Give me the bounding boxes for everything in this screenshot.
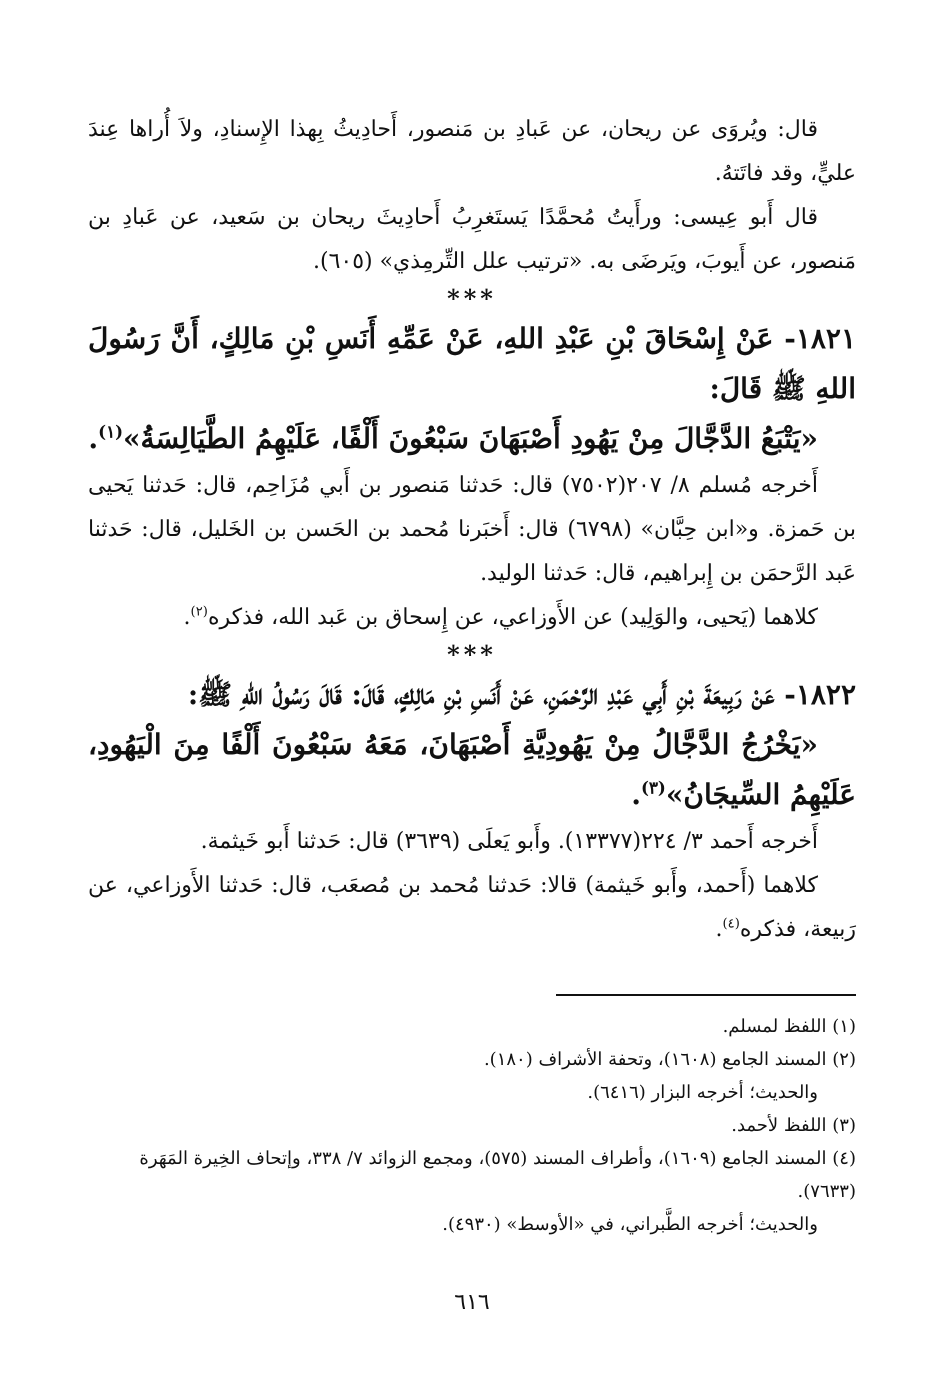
hadith-1821-takhrij: أَخرجه مُسلم ٨/ ٢٠٧(٧٥٠٢) قال: حَدثنا مَنصور بن أَبي مُزَاحِم، قال: حَدثنا يَحيى بن حَمزة. و«ابن حِبَّان» (٦٧٩٨) قال: أَخبَرنا مُحمد بن الحَسن بن الخَليل، قال: حَدثنا عَبد الرَّحمَن بن إِبراهيم، قال: حَدثنا الوليد.	[88, 473, 856, 586]
hadith-1822-takhrij: أَخرجه أَحمد ٣/ ٢٢٤(١٣٣٧٧). وأَبو يَعلَى (٣٦٣٩) قال: حَدثنا أَبو خَيثمة.	[200, 829, 818, 854]
footnote-ref-3: (٣)	[640, 777, 666, 798]
hadith-1822-matn-text: «يَخْرُجُ الدَّجَّالُ مِنْ يَهُودِيَّةِ أَصْبَهَانَ، مَعَهُ سَبْعُونَ أَلْفًا مِنَ الْيَهُودِ، عَلَيْهِمُ السِّيجَانُ»	[88, 728, 856, 811]
hadith-1821-matn: «يَتْبَعُ الدَّجَّالَ مِنْ يَهُودِ أَصْبَهَانَ سَبْعُونَ أَلْفًا، عَلَيْهِمُ الطَّيَالِسَةُ»$^{(١)}$.	[88, 421, 818, 455]
section-separator: ***	[447, 284, 497, 313]
hadith-1822-matn: «يَخْرُجُ الدَّجَّالُ مِنْ يَهُودِيَّةِ أَصْبَهَانَ، مَعَهُ سَبْعُونَ أَلْفًا مِنَ الْيَهُودِ، عَلَيْهِمُ السِّيجَانُ»$^{(٣)}$.	[88, 728, 856, 811]
section-separator: ***	[447, 640, 497, 669]
footnote-ref-2: (٢)	[190, 604, 208, 620]
footnote-ref-1: (١)	[98, 421, 124, 442]
footnote-divider	[556, 994, 856, 996]
footnote-1: (١) اللفظ لمسلم.	[722, 1016, 856, 1037]
hadith-1821-heading: ١٨٢١- عَنْ إِسْحَاقَ بْنِ عَبْدِ اللهِ، عَنْ عَمِّهِ أَنَسِ بْنِ مَالِكٍ، أَنَّ رَسُولَ اللهِ ﷺ قَالَ:	[88, 322, 856, 405]
footnote-ref-4: (٤)	[722, 916, 740, 932]
intro-paragraph-2: قال أَبو عِيسى: ورأَيتُ مُحمَّدًا يَستَغرِبُ أَحادِيثَ ريحان بن سَعيد، عن عَبادِ بن مَنصور، عن أَيوبَ، ويَرضَى به. «ترتيب علل التِّرمِذي» (٦٠٥).	[88, 205, 856, 274]
footnote-4-continuation: والحديث؛ أخرجه الطَّبراني، في «الأوسط» (٤٩٣٠).	[442, 1214, 818, 1235]
hadith-1821-chain-summary: كلاهما (يَحيى، والوَلِيد) عن الأَوزاعي، عن إِسحاق بن عَبد الله، فذكره$^{(٢)}$.	[183, 604, 818, 630]
hadith-1821-chain-text: كلاهما (يَحيى، والوَلِيد) عن الأَوزاعي، عن إِسحاق بن عَبد الله، فذكره	[207, 605, 818, 630]
footnote-4: (٤) المسند الجامع (١٦٠٩)، وأطراف المسند (٥٧٥)، ومجمع الزوائد ٧/ ٣٣٨، وإتحاف الخِيرة المَهَرة (٧٦٣٣).	[139, 1148, 856, 1202]
page-number: ٦١٦	[454, 1290, 490, 1315]
footnote-2: (٢) المسند الجامع (١٦٠٨)، وتحفة الأشراف (١٨٠).	[483, 1049, 856, 1070]
hadith-1821-matn-text: «يَتْبَعُ الدَّجَّالَ مِنْ يَهُودِ أَصْبَهَانَ سَبْعُونَ أَلْفًا، عَلَيْهِمُ الطَّيَالِسَةُ»	[123, 422, 818, 455]
footnote-3: (٣) اللفظ لأحمد.	[731, 1115, 856, 1136]
footnote-2-continuation: والحديث؛ أخرجه البزار (٦٤١٦).	[587, 1082, 818, 1103]
footnotes	[88, 1010, 856, 1241]
hadith-1822-chain-text: كلاهما (أَحمد، وأَبو خَيثمة) قالا: حَدثنا مُحمد بن مُصعَب، قال: حَدثنا الأَوزاعي، عن رَبيعة، فذكره	[88, 873, 856, 942]
hadith-1822-chain-summary: كلاهما (أَحمد، وأَبو خَيثمة) قالا: حَدثنا مُحمد بن مُصعَب، قال: حَدثنا الأَوزاعي، عن رَبيعة، فذكره$^{(٤)}$.	[88, 873, 856, 942]
hadith-1822-heading: ١٨٢٢- عَنْ رَبِيعَةَ بْنِ أَبِي عَبْدِ الرَّحْمَنِ، عَنْ أَنَسِ بْنِ مَالِكٍ، قَالَ: قَالَ رَسُولُ اللهِ ﷺ:	[187, 678, 856, 711]
intro-paragraph-1: قال: ويُروَى عن ريحان، عن عَبادِ بن مَنصور، أَحادِيثُ بِهذا الإِسنادِ، ولاَ أُراها عِندَ عليٍّ، وقد فاتَتهُ.	[88, 117, 856, 186]
